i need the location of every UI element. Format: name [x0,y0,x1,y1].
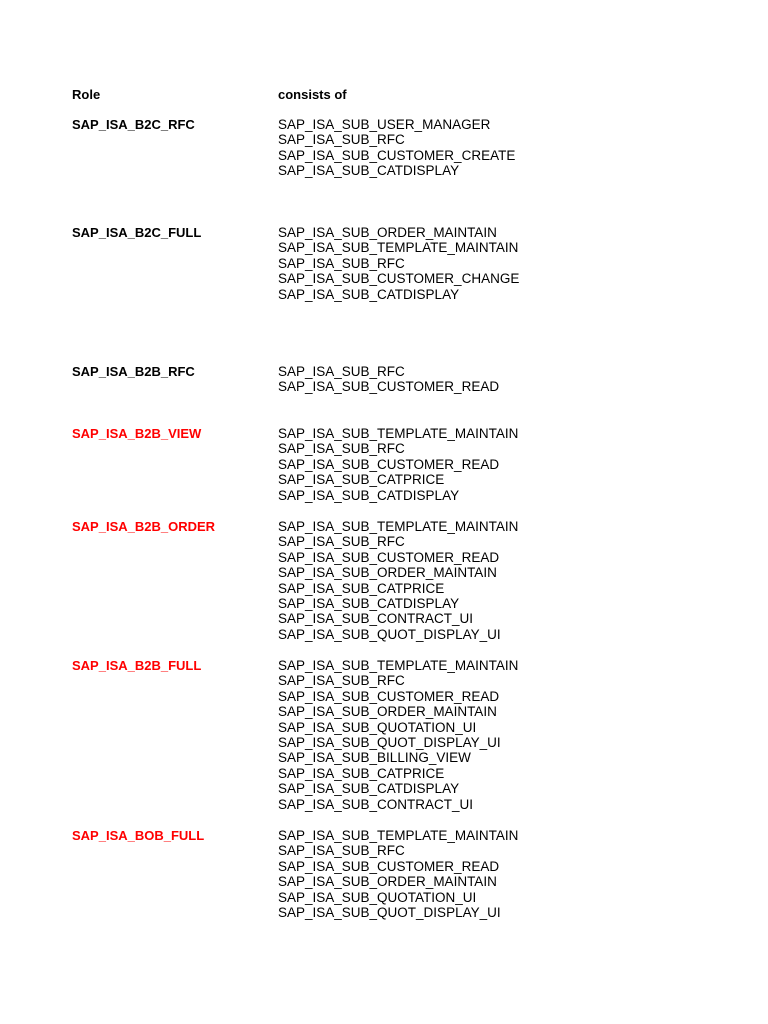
subrole-list [278,658,518,812]
subrole-item: SAP_ISA_SUB_CATDISPLAY [278,286,460,302]
subrole-item: SAP_ISA_SUB_CUSTOMER_READ [278,456,500,472]
role-name: SAP_ISA_B2C_RFC [72,117,195,132]
role-name: SAP_ISA_B2B_ORDER [72,519,216,534]
subrole-item: SAP_ISA_SUB_CUSTOMER_CHANGE [278,271,520,287]
subrole-item: SAP_ISA_SUB_CUSTOMER_READ [278,379,500,395]
subrole-item: SAP_ISA_SUB_CATDISPLAY [278,163,460,179]
subrole-item: SAP_ISA_SUB_CUSTOMER_CREATE [278,147,516,163]
subrole-item: SAP_ISA_SUB_RFC [278,132,405,148]
subrole-item: SAP_ISA_SUB_TEMPLATE_MAINTAIN [278,240,519,256]
subrole-item: SAP_ISA_SUB_RFC [278,843,405,859]
subrole-item: SAP_ISA_SUB_CUSTOMER_READ [278,688,500,704]
subrole-list [278,117,515,179]
subrole-item: SAP_ISA_SUB_CATDISPLAY [278,487,460,503]
subrole-item: SAP_ISA_SUB_CONTRACT_UI [278,796,474,812]
subrole-item: SAP_ISA_SUB_TEMPLATE_MAINTAIN [278,426,519,441]
subrole-item: SAP_ISA_SUB_RFC [278,673,405,689]
subrole-item: SAP_ISA_SUB_TEMPLATE_MAINTAIN [278,519,519,534]
role-name: SAP_ISA_B2B_RFC [72,364,195,379]
subrole-item: SAP_ISA_SUB_CATDISPLAY [278,781,460,797]
subrole-item: SAP_ISA_SUB_CATPRICE [278,472,445,488]
subrole-item: SAP_ISA_SUB_QUOT_DISPLAY_UI [278,626,501,642]
subrole-item: SAP_ISA_SUB_RFC [278,364,405,379]
subrole-item: SAP_ISA_SUB_CUSTOMER_READ [278,858,500,874]
role-name: SAP_ISA_B2B_FULL [72,658,202,673]
subrole-list [278,519,518,642]
subrole-item: SAP_ISA_SUB_ORDER_MAINTAIN [278,225,497,240]
subrole-item: SAP_ISA_SUB_QUOT_DISPLAY_UI [278,905,501,921]
subrole-item: SAP_ISA_SUB_RFC [278,255,405,271]
subrole-item: SAP_ISA_SUB_CATPRICE [278,765,445,781]
subrole-item: SAP_ISA_SUB_QUOTATION_UI [278,889,477,905]
role-name: SAP_ISA_BOB_FULL [72,828,205,843]
subrole-item: SAP_ISA_SUB_ORDER_MAINTAIN [278,565,497,581]
subrole-item: SAP_ISA_SUB_USER_MANAGER [278,117,491,132]
subrole-list [278,225,519,302]
subrole-item: SAP_ISA_SUB_RFC [278,534,405,550]
subrole-item: SAP_ISA_SUB_TEMPLATE_MAINTAIN [278,658,519,673]
subrole-item: SAP_ISA_SUB_ORDER_MAINTAIN [278,704,497,720]
subrole-item: SAP_ISA_SUB_QUOT_DISPLAY_UI [278,735,501,751]
subrole-item: SAP_ISA_SUB_CATDISPLAY [278,596,460,612]
subrole-item: SAP_ISA_SUB_CATPRICE [278,580,445,596]
subrole-list [278,364,499,395]
subrole-item: SAP_ISA_SUB_BILLING_VIEW [278,750,471,766]
subrole-item: SAP_ISA_SUB_QUOTATION_UI [278,719,477,735]
subrole-item: SAP_ISA_SUB_TEMPLATE_MAINTAIN [278,828,519,843]
subrole-item: SAP_ISA_SUB_CUSTOMER_READ [278,549,500,565]
role-name: SAP_ISA_B2B_VIEW [72,426,202,441]
subrole-list [278,828,518,920]
subrole-list [278,426,518,503]
role-name: SAP_ISA_B2C_FULL [72,225,202,240]
role-column-header: Role [72,87,101,102]
subrole-item: SAP_ISA_SUB_RFC [278,441,405,457]
consists-of-column-header: consists of [278,87,347,102]
subrole-item: SAP_ISA_SUB_CONTRACT_UI [278,611,474,627]
subrole-item: SAP_ISA_SUB_ORDER_MAINTAIN [278,874,497,890]
